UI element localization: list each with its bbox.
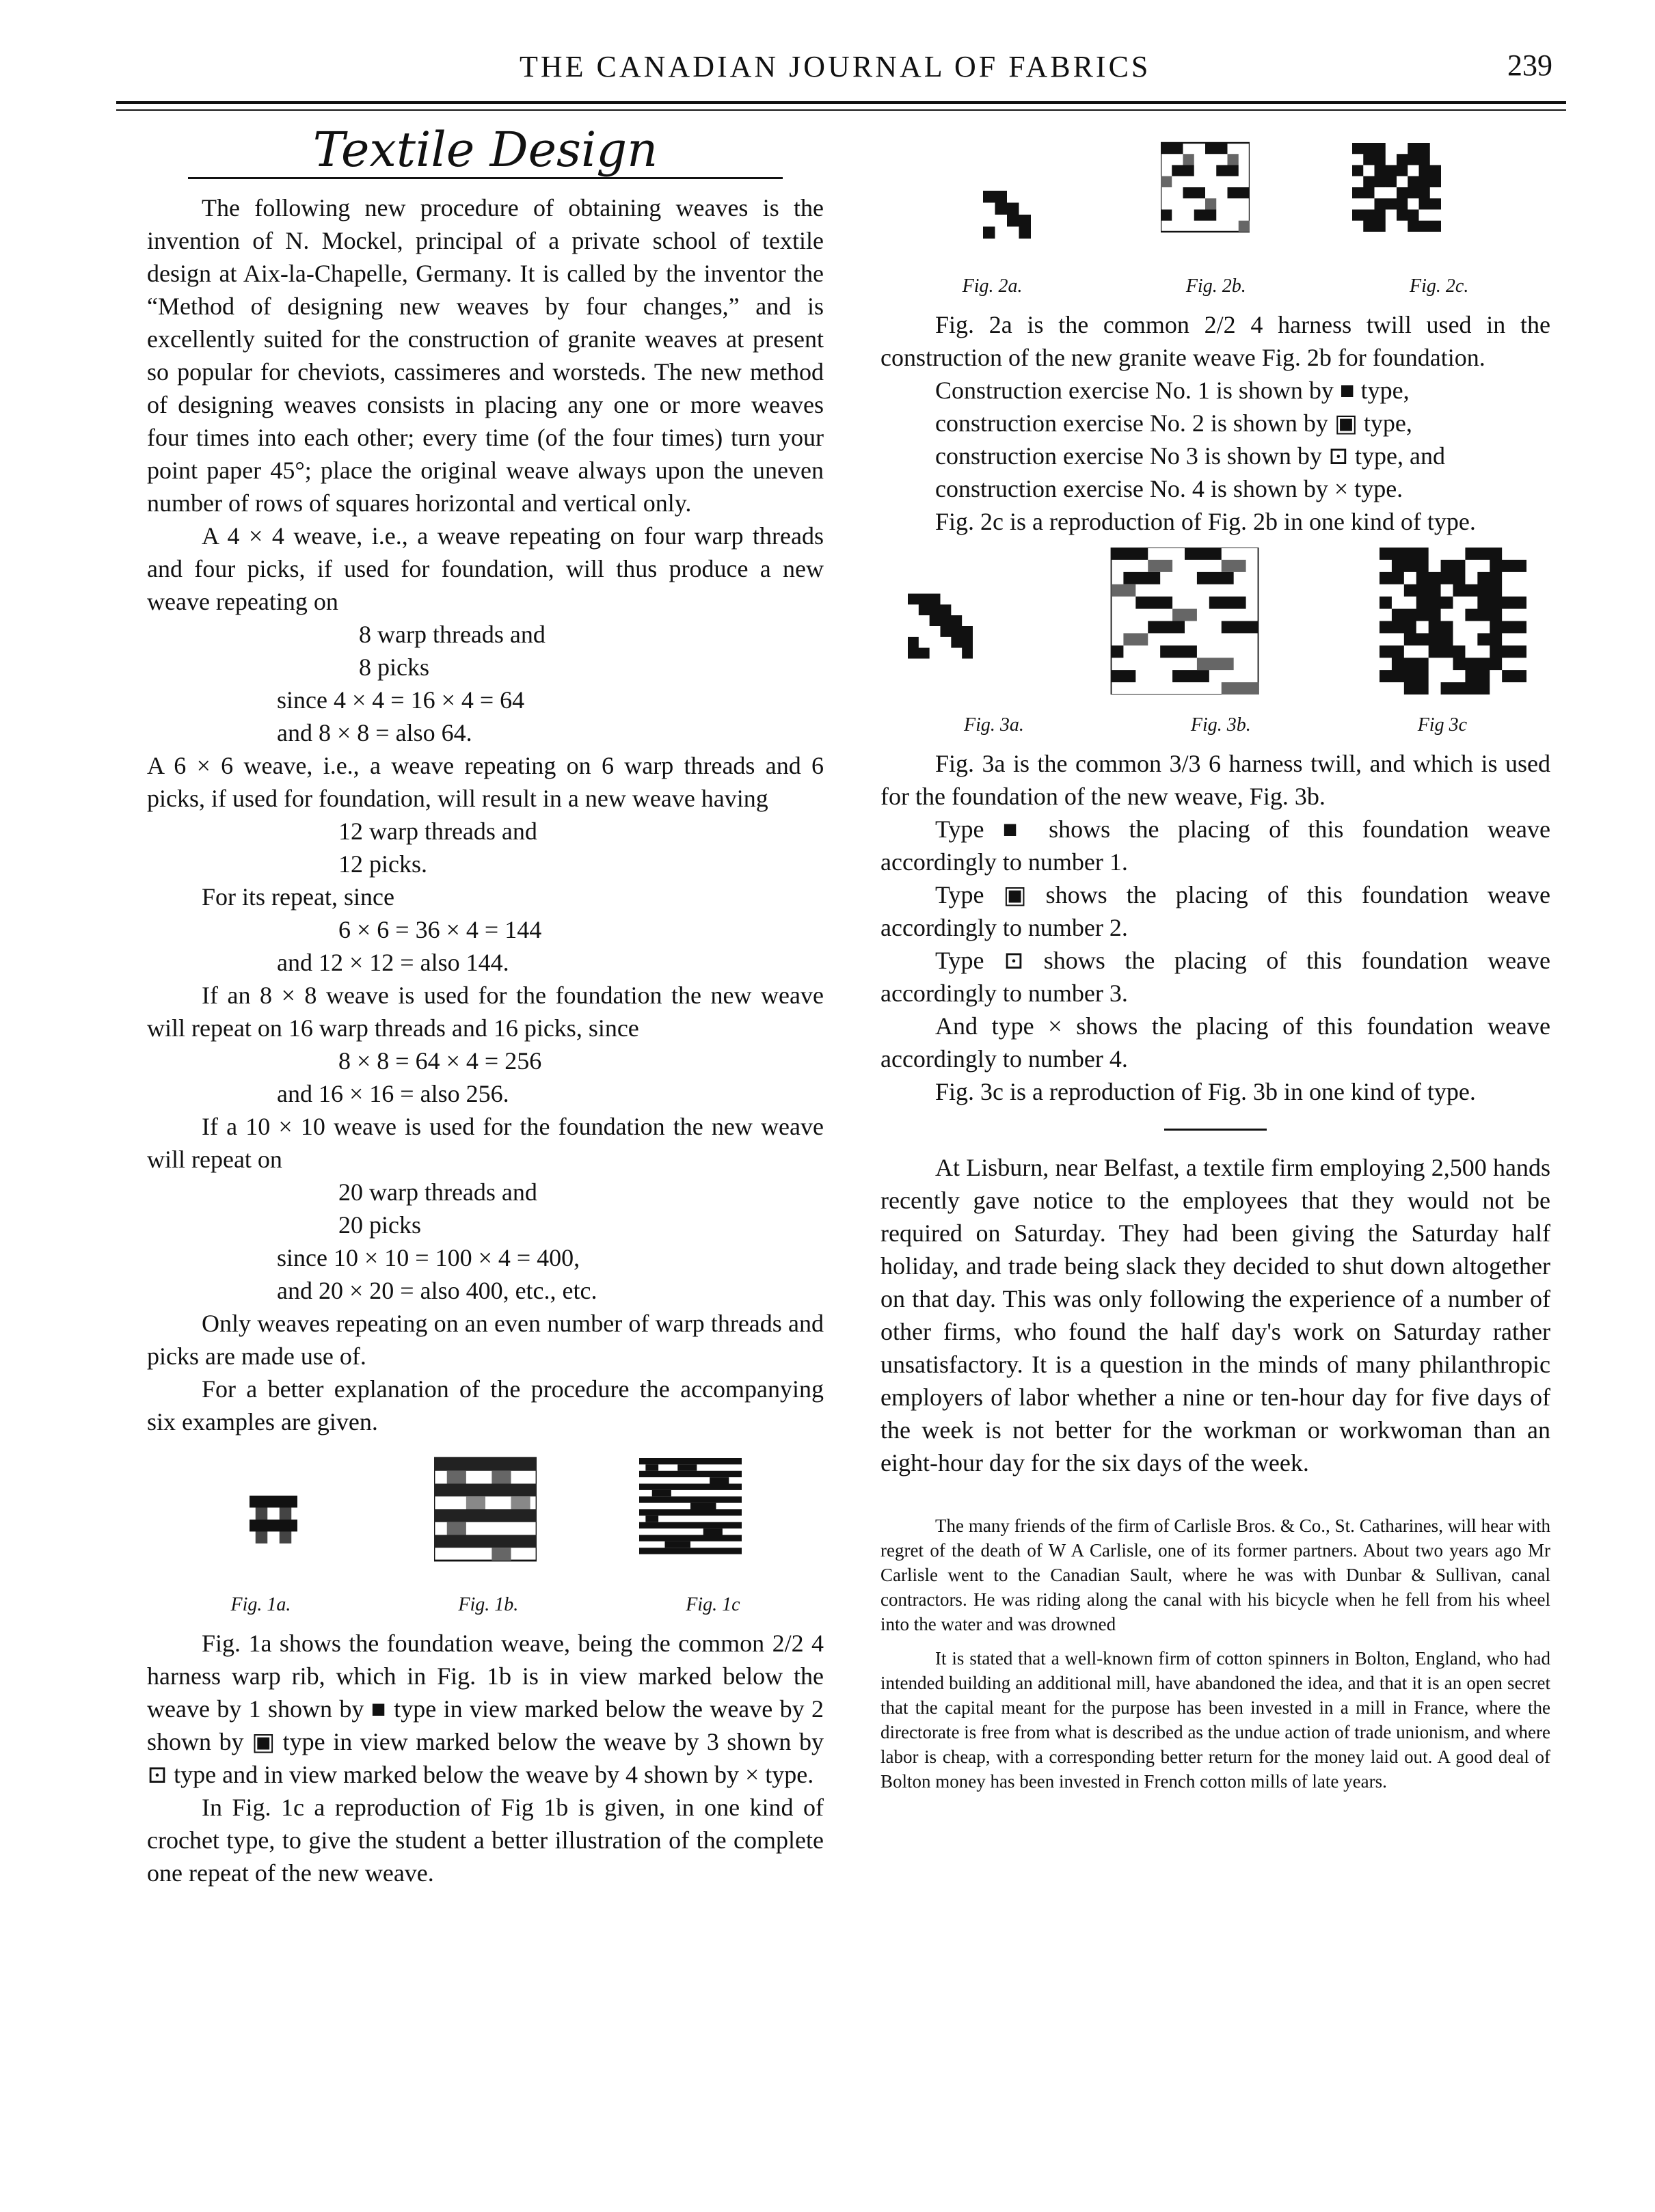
fig-2c-explanation: Fig. 2c is a reproduction of Fig. 2b in one kind of type. xyxy=(935,508,1476,535)
paragraph-8x8: If an 8 × 8 weave is used for the foundation the new weave will repeat on 16 warp threads and 16 picks, since xyxy=(147,982,824,1042)
calc-line: 8 × 8 = 64 × 4 = 256 xyxy=(338,1047,542,1075)
exercise-1: Construction exercise No. 1 is shown by ■ type, xyxy=(935,377,1410,404)
fig-1c-weave xyxy=(639,1455,742,1564)
even-note: Only weaves repeating on an even number of warp threads and picks are made use of. xyxy=(147,1310,824,1370)
calc-line: since 10 × 10 = 100 × 4 = 400, xyxy=(277,1244,580,1271)
fig-2a-weave xyxy=(983,191,1031,239)
fig-3b-weave xyxy=(1106,548,1263,694)
exercise-2: construction exercise No. 2 is shown by ▣ type, xyxy=(935,409,1412,437)
calc-line: and 20 × 20 = also 400, etc., etc. xyxy=(277,1277,597,1304)
calc-line: since 4 × 4 = 16 × 4 = 64 xyxy=(277,686,525,714)
caption-fig-3c: Fig 3c xyxy=(1417,714,1468,736)
examples-intro: For a better explanation of the procedure the accompanying six examples are given. xyxy=(147,1375,824,1435)
bolton-news: It is stated that a well-known firm of cotton spinners in Bolton, England, who had intended building an additional mill, have abandoned the idea, and that it is an open secret that the capital meant for the purpose has been invested in a mill in France, where the directorate is free from what is described as the undue action of trade unionism, and where labor is cheap, with a corresponding better return for the money laid out. A good deal of Bolton money has been invested in French cotton mills of late years. xyxy=(880,1648,1550,1792)
fig-2c-weave xyxy=(1352,136,1441,239)
left-column xyxy=(147,122,824,1889)
paragraph-10x10: If a 10 × 10 weave is used for the foundation the new weave will repeat on xyxy=(147,1113,824,1173)
caption-fig-3b: Fig. 3b. xyxy=(1190,714,1251,736)
page-number: 239 xyxy=(1507,49,1552,82)
caption-fig-1b: Fig. 1b. xyxy=(458,1594,519,1615)
caption-fig-1a: Fig. 1a. xyxy=(230,1594,291,1615)
exercise-3: construction exercise No 3 is shown by ⊡ type, and xyxy=(935,442,1446,470)
header-rule xyxy=(116,101,1566,104)
caption-fig-2c: Fig. 2c. xyxy=(1410,275,1469,297)
carlisle-news: The many friends of the firm of Carlisle Bros. & Co., St. Catharines, will hear with regret of the death of W A Carlisle, one of its former partners. About two years ago Mr Carlisle went to the Canadian Sault, where he was with Dunbar & Sullivan, canal contractors. He was riding along the canal with his bicycle when he fell from his wheel into the water and was drowned xyxy=(880,1515,1550,1634)
repeat-line: For its repeat, since xyxy=(202,883,394,911)
fig-3a-weave xyxy=(908,589,973,664)
fig-1b-weave xyxy=(434,1455,537,1564)
brace-line: 20 warp threads and xyxy=(338,1178,537,1206)
caption-fig-1c: Fig. 1c xyxy=(686,1594,740,1615)
brace-line: 20 picks xyxy=(338,1211,421,1239)
brace-line: 8 picks xyxy=(359,653,429,681)
figure-captions-1 xyxy=(147,1589,824,1621)
header-rule-thin xyxy=(116,109,1566,111)
spacer xyxy=(880,1636,1550,1646)
type-4-note: And type × shows the placing of this foundation weave accordingly to number 4. xyxy=(880,1012,1550,1073)
fig-3c-explanation: Fig. 3c is a reproduction of Fig. 3b in one kind of type. xyxy=(935,1078,1476,1105)
calc-line: and 8 × 8 = also 64. xyxy=(277,719,472,746)
figure-captions-2 xyxy=(880,270,1550,303)
calc-line: and 16 × 16 = also 256. xyxy=(277,1080,509,1107)
right-column xyxy=(880,126,1550,1794)
fig-2a-explanation: Fig. 2a is the common 2/2 4 harness twill used in the construction of the new granite weave Fig. 2b for foundation. xyxy=(880,311,1550,371)
figure-row-2 xyxy=(880,136,1550,266)
caption-fig-2b: Fig. 2b. xyxy=(1185,275,1246,297)
lisburn-news: At Lisburn, near Belfast, a textile firm employing 2,500 hands recently gave notice to the employees that they would not be required on Saturday. They had been giving the Saturday half holiday, and trade being slack they decided to shut down altogether on that day. This was only following the experience of a number of other firms, who found the half day's work on Saturday rather unsatisfactory. It is a question in the minds of many philanthropic employers of labor whether a nine or ten-hour day for five days of the week is not better for the workman or workwoman than an eight-hour day for the six days of the week. xyxy=(880,1154,1550,1476)
figure-captions-3 xyxy=(880,709,1550,742)
calc-line: and 12 × 12 = also 144. xyxy=(277,949,509,976)
fig-1c-explanation: In Fig. 1c a reproduction of Fig 1b is given, in one kind of crochet type, to give the student a better illustration of the complete one repeat of the new weave. xyxy=(147,1794,824,1887)
calc-line: 6 × 6 = 36 × 4 = 144 xyxy=(338,916,542,943)
exercise-4: construction exercise No. 4 is shown by × type. xyxy=(935,475,1403,502)
figure-row-3 xyxy=(880,548,1550,705)
spacer xyxy=(880,1479,1550,1513)
type-1-note: Type ■ shows the placing of this foundation weave accordingly to number 1. xyxy=(880,815,1550,876)
fig-3c-weave xyxy=(1380,548,1526,694)
article-heading: Textile Design xyxy=(312,122,658,178)
brace-line: 8 warp threads and xyxy=(359,621,546,648)
fig-3a-explanation: Fig. 3a is the common 3/3 6 harness twill, and which is used for the foundation of the new weave, Fig. 3b. xyxy=(880,750,1550,810)
fig-2b-weave xyxy=(1161,136,1250,239)
paragraph-4x4: A 4 × 4 weave, i.e., a weave repeating on four warp threads and four picks, if used for foundation, will thus produce a new weave repeating on xyxy=(147,522,824,615)
type-2-note: Type ▣ shows the placing of this foundation weave accordingly to number 2. xyxy=(880,881,1550,941)
brace-line: 12 picks. xyxy=(338,850,427,878)
brace-line: 12 warp threads and xyxy=(338,818,537,845)
caption-fig-2a: Fig. 2a. xyxy=(962,275,1023,297)
type-3-note: Type ⊡ shows the placing of this foundation weave accordingly to number 3. xyxy=(880,947,1550,1007)
running-title: THE CANADIAN JOURNAL OF FABRICS xyxy=(520,50,1151,83)
figure-row-1 xyxy=(147,1448,824,1584)
intro-paragraph: The following new procedure of obtaining weaves is the invention of N. Mockel, principal of a private school of textile design at Aix-la-Chapelle, Germany. It is called by the inventor the “Method of designing new weaves by four changes,” and is excellently suited for the construction of granite weaves at present so popular for cheviots, cassimeres and worsteds. The new method of designing weaves consists in placing any one or more weaves four times into each other; every time (of the four times) turn your point paper 45°; place the original weave always upon the uneven number of rows of squares horizontal and vertical only. xyxy=(147,194,824,517)
section-separator xyxy=(1164,1129,1267,1131)
fig-1a-explanation: Fig. 1a shows the foundation weave, being the common 2/2 4 harness warp rib, which in Fig. 1b is in view marked below the weave by 1 shown by ■ type in view marked below the weave by 2 shown by ▣ type in view marked below the weave by 3 shown by ⊡ type and in view marked below the weave by 4 shown by × type. xyxy=(147,1630,824,1788)
fig-1a-weave xyxy=(250,1496,297,1543)
page-header xyxy=(0,41,1655,96)
caption-fig-3a: Fig. 3a. xyxy=(963,714,1024,736)
paragraph-6x6: A 6 × 6 weave, i.e., a weave repeating on 6 warp threads and 6 picks, if used for foundation, will result in a new weave having xyxy=(147,752,824,812)
